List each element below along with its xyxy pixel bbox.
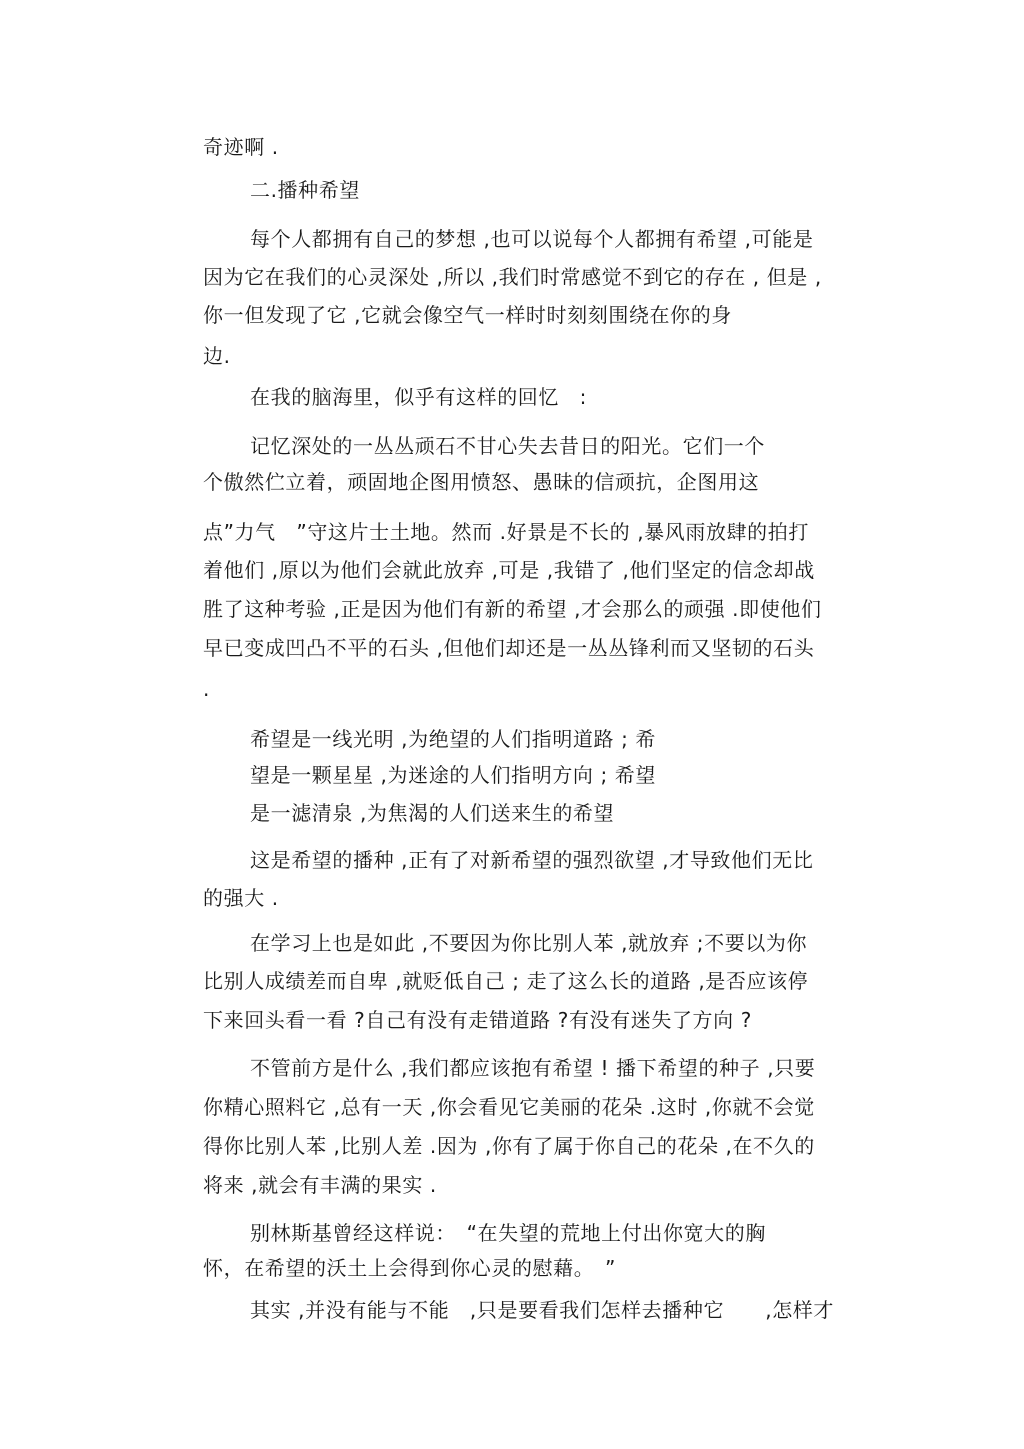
- text-line: 的强大 .: [203, 886, 279, 910]
- text-line: 得你比别人苯 ,比别人差 .因为 ,你有了属于你自己的花朵 ,在不久的: [203, 1134, 815, 1158]
- text-line: 早已变成凹凸不平的石头 ,但他们却还是一丛丛锋利而又坚韧的石头: [203, 636, 815, 660]
- text-line: 不管前方是什么 ,我们都应该抱有希望 ! 播下希望的种子 ,只要: [250, 1056, 816, 1080]
- text-line: 边.: [203, 344, 231, 368]
- text-line: 这是希望的播种 ,正有了对新希望的强烈欲望 ,才导致他们无比: [250, 848, 814, 872]
- text-line: 下来回头看一看 ?自己有没有走错道路 ?有没有迷失了方向 ?: [203, 1008, 752, 1032]
- text-line: 其实 ,并没有能与不能 ,只是要看我们怎样去播种它 ,怎样才: [250, 1298, 835, 1322]
- text-line: 个傲然伫立着，顽固地企图用愤怒、愚昧的信顽抗，企图用这: [203, 470, 760, 494]
- text-line: .: [203, 677, 210, 701]
- text-line: 你精心照料它 ,总有一天 ,你会看见它美丽的花朵 .这时 ,你就不会觉: [203, 1095, 815, 1119]
- text-line: 因为它在我们的心灵深处 ,所以 ,我们时常感觉不到它的存在 , 但是 ,: [203, 265, 822, 289]
- text-line: 在学习上也是如此 ,不要因为你比别人苯 ,就放弃 ;不要以为你: [250, 931, 808, 955]
- text-line: 比别人成绩差而自卑 ,就贬低自己 ; 走了这么长的道路 ,是否应该停: [203, 969, 809, 993]
- text-line: 奇迹啊 .: [203, 135, 279, 159]
- section-heading: 二.播种希望: [250, 178, 360, 202]
- text-line: 希望是一线光明 ,为绝望的人们指明道路 ; 希: [250, 727, 656, 751]
- text-line: 点”力气 ”守这片士土地。然而 .好景是不长的 ,暴风雨放肆的拍打: [203, 520, 809, 544]
- text-line: 记忆深处的一丛丛顽石不甘心失去昔日的阳光。它们一个: [250, 434, 765, 458]
- text-line: 别林斯基曾经这样说： “在失望的荒地上付出你宽大的胸: [250, 1221, 766, 1245]
- text-line: 在我的脑海里，似乎有这样的回忆 :: [250, 385, 587, 409]
- text-line: 将来 ,就会有丰满的果实 .: [203, 1173, 437, 1197]
- text-line: 是一滤清泉 ,为焦渴的人们送来生的希望: [250, 801, 615, 825]
- text-line: 着他们 ,原以为他们会就此放弃 ,可是 ,我错了 ,他们坚定的信念却战: [203, 558, 815, 582]
- text-line: 怀，在希望的沃土上会得到你心灵的慰藉。 ”: [203, 1256, 616, 1280]
- text-line: 每个人都拥有自己的梦想 ,也可以说每个人都拥有希望 ,可能是: [250, 227, 814, 251]
- text-line: 胜了这种考验 ,正是因为他们有新的希望 ,才会那么的顽强 .即使他们: [203, 597, 822, 621]
- text-line: 你一但发现了它 ,它就会像空气一样时时刻刻围绕在你的身: [203, 303, 732, 327]
- text-line: 望是一颗星星 ,为迷途的人们指明方向 ; 希望: [250, 763, 656, 787]
